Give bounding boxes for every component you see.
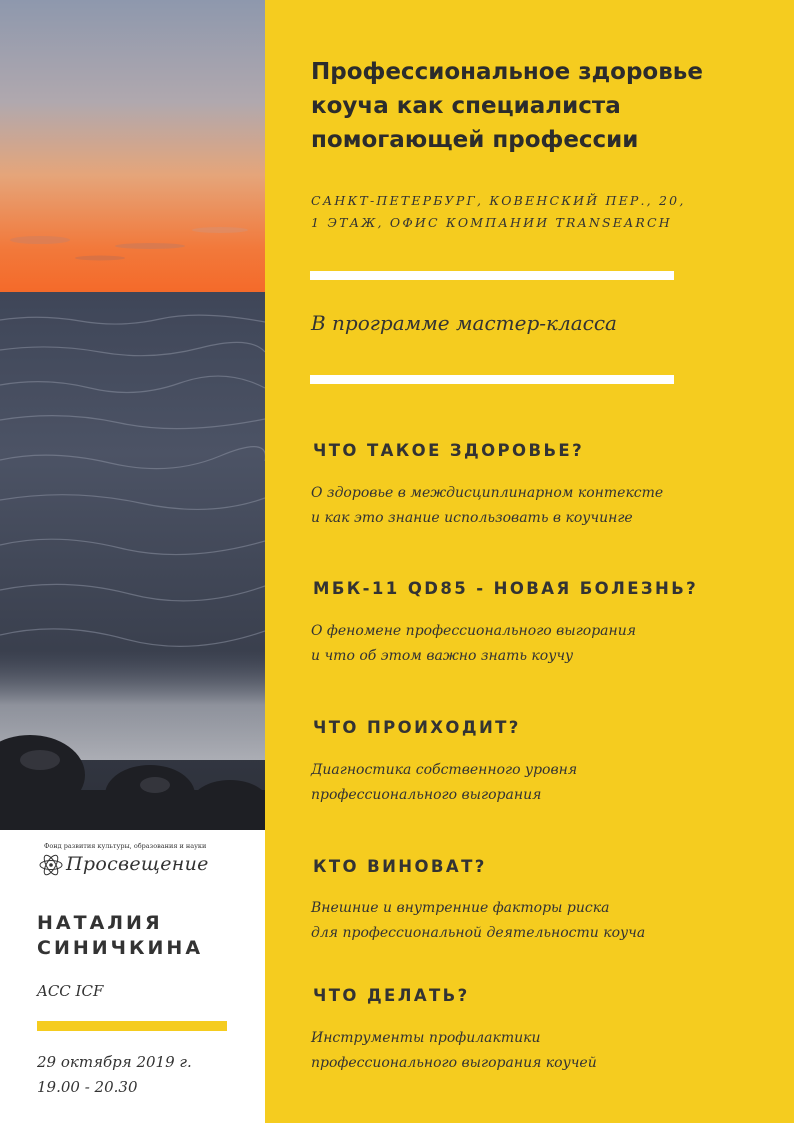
logo-wordmark: Просвещение (66, 853, 209, 875)
topic-description-line: профессионального выгорания (311, 787, 542, 803)
topic-description-line: Внешние и внутренние факторы риска (311, 900, 610, 916)
page-title (311, 55, 771, 157)
title-line: помогающей профессии (311, 127, 639, 153)
topic-description (311, 619, 771, 669)
topic-description-line: и что об этом важно знать коучу (311, 648, 574, 664)
topic-description-line: О феномене профессионального выгорания (311, 623, 637, 639)
topic-description-line: и как это знание использовать в коучинге (311, 510, 633, 526)
topic-title: КТО ВИНОВАТ? (313, 857, 487, 876)
title-line: коуча как специалиста (311, 93, 621, 119)
left-column (0, 0, 265, 1123)
event-address (311, 190, 781, 234)
accent-divider (37, 1021, 227, 1031)
atom-icon (38, 852, 64, 878)
topic-title: МБК-11 QD85 - НОВАЯ БОЛЕЗНЬ? (313, 579, 699, 598)
address-line: 1 ЭТАЖ, ОФИС КОМПАНИИ TRANSEARCH (311, 215, 672, 230)
event-datetime (37, 1050, 192, 1100)
topic-description-line: О здоровье в междисциплинарном контексте (311, 485, 664, 501)
title-line: Профессиональное здоровье (311, 59, 703, 85)
address-line: САНКТ-ПЕТЕРБУРГ, КОВЕНСКИЙ ПЕР., 20, (311, 193, 686, 208)
sunset-sea-photo (0, 0, 265, 830)
topic-title: ЧТО ТАКОЕ ЗДОРОВЬЕ? (313, 441, 585, 460)
topic-description-line: профессионального выгорания коучей (311, 1055, 597, 1071)
topic-title: ЧТО ДЕЛАТЬ? (313, 986, 470, 1005)
topic-description (311, 896, 771, 946)
program-heading: В программе мастер-класса (311, 311, 617, 335)
white-divider-top (310, 271, 674, 280)
speaker-first-name: НАТАЛИЯ (37, 912, 163, 934)
event-time: 19.00 - 20.30 (37, 1078, 138, 1096)
topic-description-line: Диагностика собственного уровня (311, 762, 578, 778)
topic-description-line: Инструменты профилактики (311, 1030, 541, 1046)
foundation-logo (38, 842, 228, 892)
topic-description (311, 481, 771, 531)
topic-description (311, 758, 771, 808)
topic-description-line: для профессиональной деятельности коуча (311, 925, 646, 941)
right-column (265, 0, 794, 1123)
white-divider-bottom (310, 375, 674, 384)
speaker-name (37, 911, 237, 961)
event-date: 29 октября 2019 г. (37, 1053, 192, 1071)
photo-illustration (0, 0, 265, 830)
logo-tagline: Фонд развития культуры, образования и науки (44, 842, 207, 850)
speaker-last-name: СИНИЧКИНА (37, 937, 204, 959)
speaker-credential: ACC ICF (37, 982, 104, 1000)
topic-description (311, 1026, 771, 1076)
topic-title: ЧТО ПРОИХОДИТ? (313, 718, 521, 737)
